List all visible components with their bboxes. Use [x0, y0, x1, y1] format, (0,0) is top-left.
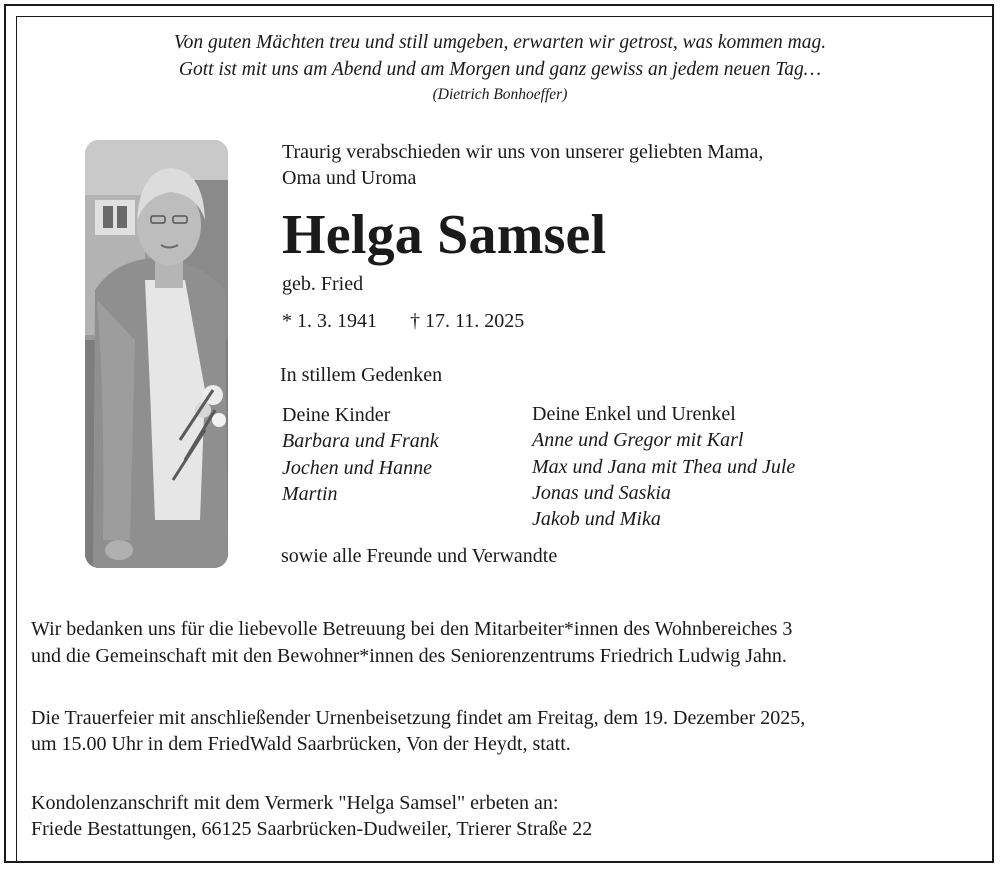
child-name: Jochen und Hanne [282, 457, 432, 479]
grandchild-name: Anne und Gregor mit Karl [532, 429, 744, 451]
quote-line-2: Gott ist mit uns am Abend und am Morgen und ganz gewiss an jedem neuen Tag… [178, 59, 822, 80]
maiden-name: geb. Fried [282, 273, 364, 295]
ceremony-line-1: Die Trauerfeier mit anschließender Urnenbeisetzung findet am Freitag, dem 19. Dezember 2025, [31, 707, 806, 729]
intro-line-2: Oma und Uroma [282, 167, 417, 189]
intro-line-1: Traurig verabschieden wir uns von unserer geliebten Mama, [282, 141, 764, 163]
thanks-line-2: und die Gemeinschaft mit den Bewohner*innen des Seniorenzentrums Friedrich Ludwig Jahn. [31, 645, 787, 667]
condolence-line-1: Kondolenzanschrift mit dem Vermerk "Helga Samsel" erbeten an: [31, 792, 559, 814]
portrait-photo [85, 140, 228, 568]
death-date: † 17. 11. 2025 [410, 310, 525, 332]
children-heading: Deine Kinder [282, 404, 391, 426]
grandchild-name: Jakob und Mika [532, 508, 661, 530]
grandchild-name: Jonas und Saskia [532, 482, 671, 504]
quote-line-1: Von guten Mächten treu und still umgeben, erwarten wir getrost, was kommen mag. [173, 32, 827, 53]
grandchild-name: Max und Jana mit Thea und Jule [532, 456, 796, 478]
condolence-line-2: Friede Bestattungen, 66125 Saarbrücken-Dudweiler, Trierer Straße 22 [31, 818, 593, 840]
child-name: Barbara und Frank [282, 430, 439, 452]
memory-line: In stillem Gedenken [280, 364, 443, 386]
deceased-name: Helga Samsel [282, 204, 607, 266]
thanks-line-1: Wir bedanken uns für die liebevolle Betreuung bei den Mitarbeiter*innen des Wohnbereiches 3 [31, 618, 793, 640]
grandchildren-heading: Deine Enkel und Urenkel [532, 403, 736, 425]
child-name: Martin [282, 483, 338, 505]
quote-author: (Dietrich Bonhoeffer) [432, 86, 568, 103]
birth-date: * 1. 3. 1941 [282, 310, 377, 332]
ceremony-line-2: um 15.00 Uhr in dem FriedWald Saarbrücken, Von der Heydt, statt. [31, 733, 571, 755]
friends-line: sowie alle Freunde und Verwandte [281, 545, 558, 567]
